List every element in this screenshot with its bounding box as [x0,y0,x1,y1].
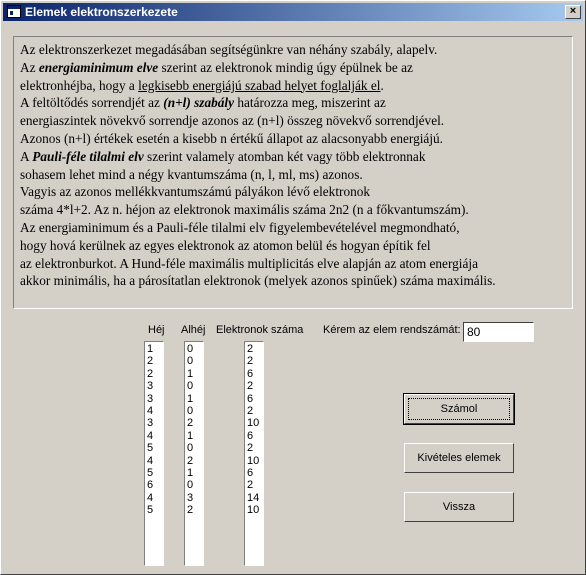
list-item[interactable]: 6 [247,392,254,405]
list-item[interactable]: 0 [187,442,194,455]
list-item[interactable]: 2 [247,355,254,368]
list-item[interactable]: 2 [187,504,194,517]
electron-count-label: Elektronok száma [216,324,304,336]
text-line: száma 4*l+2. Az n. héjon az elektronok maximális száma 2n2 (n a főkvantumszám). [20,202,469,218]
list-item[interactable]: 6 [247,466,254,479]
list-item[interactable]: 1 [147,343,154,355]
text-line: az elektronburkot. A Hund-féle maximális multiplicitás elve alapján az atom energiája [20,255,478,271]
electron-count-listbox[interactable] [244,341,264,566]
list-item[interactable]: 6 [247,367,254,380]
text-line: elektronhéjba, hogy a legkisebb energiájú szabad helyet foglalják el. [20,77,384,93]
text-line: sohasem lehet mind a négy kvantumszáma (n, l, ml, ms) azonos. [20,166,363,182]
list-item[interactable]: 4 [147,491,154,504]
list-item[interactable]: 10 [247,504,260,517]
list-item[interactable]: 3 [147,380,154,393]
description-panel [13,36,573,309]
list-item[interactable]: 0 [187,355,194,368]
subshell-listbox[interactable] [184,341,204,566]
list-item[interactable]: 2 [247,380,254,393]
list-item[interactable]: 0 [187,479,194,492]
list-item[interactable]: 2 [187,417,194,430]
text-line: A Pauli-féle tilalmi elv szerint valamely atomban két vagy több elektronnak [20,148,426,164]
list-item[interactable]: 4 [147,454,154,467]
list-item[interactable]: 2 [247,442,254,455]
text-line: Vagyis az azonos mellékkvantumszámú pályákon lévő elektronok [20,184,371,200]
list-item[interactable]: 3 [187,491,194,504]
list-item[interactable]: 5 [147,504,154,517]
text-line: Az energiaminimum és a Pauli-féle tilalmi elv figyelembevételével megmondható, [20,219,460,235]
list-item[interactable]: 3 [147,392,154,405]
list-item[interactable]: 2 [247,404,254,417]
list-item[interactable]: 6 [247,429,254,442]
list-item[interactable]: 0 [187,380,194,393]
list-item[interactable]: 2 [147,367,154,380]
list-item[interactable]: 5 [147,442,154,455]
list-item[interactable]: 1 [187,392,194,405]
list-item[interactable]: 1 [187,466,194,479]
list-item[interactable]: 1 [187,429,194,442]
list-item[interactable]: 4 [147,429,154,442]
text-line: energiaszintek növekvő sorrendje azonos az (n+l) összeg növekvő sorrendjével. [20,113,445,129]
text-line: A feltöltődés sorrendjét az (n+l) szabály határozza meg, miszerint az [20,95,386,111]
list-item[interactable]: 1 [187,367,194,380]
list-item[interactable]: 14 [247,491,260,504]
calculate-button[interactable]: Számol [404,394,514,424]
list-item[interactable]: 2 [147,355,154,368]
title-bar[interactable] [3,3,583,21]
list-item[interactable]: 0 [187,343,194,355]
list-item[interactable]: 0 [187,404,194,417]
list-item[interactable]: 2 [247,479,254,492]
text-line: Az energiaminimum elve szerint az elektronok mindig úgy épülnek be az [20,59,413,75]
list-item[interactable]: 3 [147,417,154,430]
text-line: akkor minimális, ha a párosítatlan elektronok (melyek azonos spinűek) száma maximális. [20,273,496,289]
app-window-icon [7,5,21,18]
text-line: Azonos (n+l) értékek esetén a kisebb n értékű állapot az alacsonyabb energiájú. [20,130,443,146]
list-item[interactable]: 4 [147,404,154,417]
back-button[interactable]: Vissza [404,492,514,522]
list-item[interactable]: 2 [247,343,254,355]
alhej-label: Alhéj [181,324,206,336]
atomic-number-prompt: Kérem az elem rendszámát: [323,324,461,336]
atomic-number-input[interactable]: 80 [463,322,534,342]
text-line: Az elektronszerkezet megadásában segítségünkre van néhány szabály, alapelv. [20,42,438,57]
window-title: Elemek elektronszerkezete [25,5,178,19]
shell-listbox[interactable] [144,341,164,566]
list-item[interactable]: 5 [147,466,154,479]
list-item[interactable]: 6 [147,479,154,492]
list-item[interactable]: 10 [247,417,260,430]
close-button[interactable]: × [565,5,581,19]
list-item[interactable]: 2 [187,454,194,467]
text-line: hogy hová kerülnek az egyes elektronok az atomon belül és hogyan építik fel [20,237,431,253]
hej-label: Héj [148,324,165,336]
exceptional-elements-button[interactable]: Kivételes elemek [404,443,514,473]
list-item[interactable]: 10 [247,454,260,467]
